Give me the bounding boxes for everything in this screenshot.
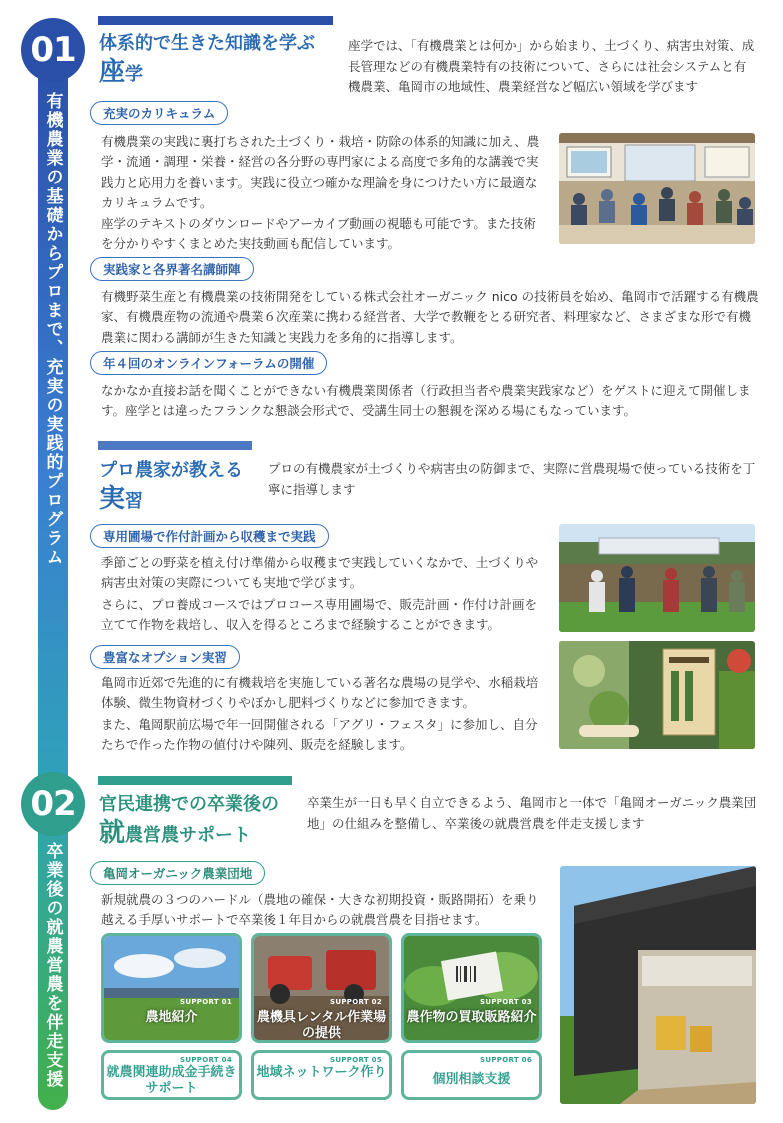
para-forum: なかなか直接お話を聞くことができない有機農業関係者（行政担当者や農業実践家など）をゲストに迎えて開催します。座学とは違ったフランクな懇談会形式で、受講生同士の懇親を深める場にもなっています。	[101, 383, 751, 419]
section-desc-lecture: 座学では、「有機農業とは何か」から始まり、土づくり、病害虫対策、成長管理などの有機農業特有の技術について、さらには社会システムと有機農業、亀岡市の地域性、農業経営など幅広い領域を学びます	[348, 38, 755, 95]
support-label: 個別相談支援	[432, 1072, 511, 1087]
support-card-4	[101, 1050, 242, 1100]
title-line: プロ農家が教える	[99, 460, 243, 481]
para-options	[101, 673, 547, 755]
support-label: 農機具レンタル作業場の提供	[256, 1010, 387, 1042]
support-card-3	[401, 933, 542, 1043]
greenhouse-photo	[560, 866, 756, 1104]
pill-organic-estate: 亀岡オーガニック農業団地	[90, 861, 265, 885]
support-number: SUPPORT 06	[480, 1056, 532, 1064]
greenhouse-illustration	[560, 866, 756, 1104]
para-text: 座学のテキストのダウンロードやアーカイブ動画の視聴も可能です。また技術を分かりやすくまとめた実技動画も配信しています。	[101, 216, 536, 252]
pill-instructors: 実践家と各界著名講師陣	[90, 257, 254, 281]
title-rest: 学	[125, 63, 144, 85]
para-text: また、亀岡駅前広場で年一回開催される「アグリ・フェスタ」に参加し、自分たちで作った作物の値付けや陳列、販売を経験します。	[101, 716, 538, 752]
support-card-1	[101, 933, 242, 1043]
title-line: 体系的で生きた知識を学ぶ	[99, 33, 315, 54]
para-field-practice	[101, 553, 547, 635]
section-desc-practice: プロの有機農家が土づくりや病害虫の防御まで、実際に営農現場で使っている技術を丁寧に指導します	[268, 461, 756, 497]
market-photo	[559, 641, 755, 749]
para-text: 季節ごとの野菜を植え付け準備から収穫まで実践していくなかで、土づくりや病害虫対策の実際についても実地で学びます。	[101, 555, 539, 591]
section-bar-practice	[98, 441, 252, 450]
title-big-char: 実	[99, 483, 126, 514]
section-bar-lecture	[98, 16, 333, 25]
para-curriculum	[101, 132, 547, 255]
classroom-illustration	[559, 133, 755, 244]
para-text: 有機農業の実践に裏打ちされた土づくり・栽培・防除の体系的知識に加え、農学・流通・調理・栄養・経営の各分野の専門家による高度で多角的な講義で実践力と応用力を養います。実践に役立つ確かな理論を身につけたい方に最適なカリキュラムです。	[101, 134, 540, 210]
para-organic-estate: 新規就農の３つのハードル（農地の確保・大きな初期投資・販路開拓）を乗り越える手厚いサポートで卒業後１年目からの就農営農を目指せます。	[101, 892, 539, 928]
market-illustration	[559, 641, 755, 749]
pill-field-practice: 専用圃場で作付計画から収穫まで実践	[90, 524, 329, 548]
pill-options: 豊富なオプション実習	[90, 645, 240, 669]
title-rest: 農営農サポート	[125, 824, 252, 846]
support-label: 地域ネットワーク作り	[256, 1065, 387, 1080]
section-title-support	[99, 794, 309, 849]
support-card-6	[401, 1050, 542, 1100]
support-card-5	[251, 1050, 392, 1100]
classroom-photo	[559, 133, 755, 244]
pill-curriculum: 充実のカリキュラム	[90, 101, 228, 125]
section-desc-support: 卒業生が一日も早く自立できるよう、亀岡市と一体で「亀岡オーガニック農業団地」の仕組みを整備し、卒業後の就農営農を伴走支援します	[307, 795, 757, 831]
support-label: 就農関連助成金手続きサポート	[106, 1065, 237, 1097]
support-number: SUPPORT 01	[180, 998, 232, 1006]
section-title-practice	[99, 460, 269, 515]
para-text: 亀岡市近郊で先進的に有機栽培を実施している著名な農場の見学や、水稲栽培体験、微生物資材づくりやぼかし肥料づくりなどに参加できます。	[101, 675, 539, 711]
support-card-2	[251, 933, 392, 1043]
title-rest: 習	[125, 490, 144, 512]
support-number: SUPPORT 03	[480, 998, 532, 1006]
support-number: SUPPORT 04	[180, 1056, 232, 1064]
field-photo	[559, 524, 755, 632]
field-illustration	[559, 524, 755, 632]
side-label-support: 卒業後の就農営農を伴走支援	[42, 842, 63, 1089]
section-number-01: 01	[21, 18, 85, 82]
title-line: 官民連携での卒業後の	[99, 794, 279, 815]
support-label: 農作物の買取販路紹介	[406, 1010, 537, 1025]
title-big-char: 座	[99, 56, 126, 87]
section-bar-support	[98, 776, 292, 785]
support-number: SUPPORT 05	[330, 1056, 382, 1064]
para-text: さらに、プロ養成コースではプロコース専用圃場で、販売計画・作付け計画を立てて作物を栽培し、収入を得るところまで経験することができます。	[101, 596, 538, 632]
title-big-char: 就	[99, 817, 126, 848]
support-number: SUPPORT 02	[330, 998, 382, 1006]
support-label: 農地紹介	[145, 1010, 198, 1025]
side-label-programs: 有機農業の基礎からプロまで、充実の実践的プログラム	[42, 92, 63, 567]
section-title-lecture	[99, 33, 344, 88]
section-number-02: 02	[21, 772, 85, 836]
para-instructors: 有機野菜生産と有機農業の技術開発をしている株式会社オーガニック nico の技術員を始め、亀岡市で活躍する有機農家、有機農産物の流通や農業６次産業に携わる経営者、大学で教鞭をとる研究者、料理家など、さまざまな形で有機農業に関わる講師が生きた知識と実践力を多角的に指導します。	[101, 289, 759, 345]
pill-forum: 年４回のオンラインフォーラムの開催	[90, 351, 327, 375]
